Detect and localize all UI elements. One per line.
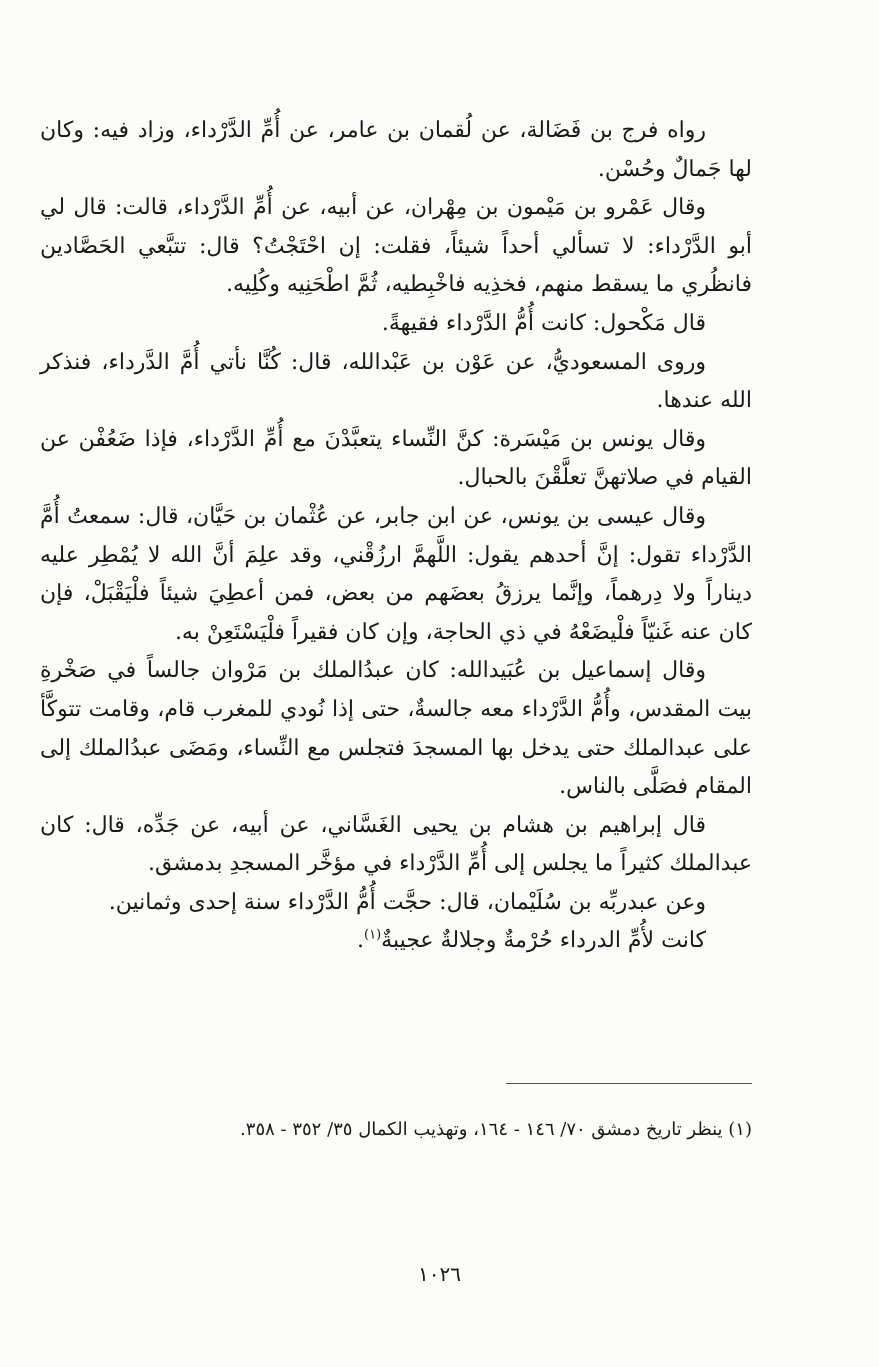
paragraph-8: قال إبراهيم بن هشام بن يحيى الغَسَّاني، عن أبيه، عن جَدِّه، قال: كان عبدالملك كثيراً ما يجلس إلى أُمِّ الدَّرْداء في مؤخَّر المسجدِ بدمشق. (40, 812, 752, 877)
footnote-separator (506, 1083, 752, 1084)
paragraph-4: وروى المسعوديُّ، عن عَوْن بن عَبْدالله، قال: كُنَّا نأتي أُمَّ الدَّرداء، فنذكر الله عندها. (40, 349, 752, 414)
closing-period: . (357, 928, 365, 954)
paragraph-6: وقال عيسى بن يونس، عن ابن جابر، عن عُثْمان بن حَيَّان، قال: سمعتُ أُمَّ الدَّرْداء تقول: إنَّ أحدهم يقول: اللَّهمَّ ارزُقْني، وقد علِمَ أنَّ الله لا يُمْطِر عليه ديناراً ولا دِرهماً، وإنَّما يرزقُ بعضَهم من بعض، فمن أعطِيَ شيئاً فلْيَقْبَلْ، فإن كان عنه غَنيّاً فلْيضَعْهُ في ذي الحاجة، وإن كان فقيراً فلْيَسْتَعِنْ به. (40, 503, 752, 645)
paragraph-7: وقال إسماعيل بن عُبَيدالله: كان عبدُالملك بن مَرْوان جالساً في صَخْرةِ بيت المقدس، وأُمُّ الدَّرْداء معه جالسةٌ، حتى إذا نُودي للمغرب قام، وقامت تتوكَّأ على عبدالملك حتى يدخل بها المسجدَ فتجلس مع النِّساء، ومَضَى عبدُالملك إلى المقام فصَلَّى بالناس. (40, 658, 752, 800)
closing-line: كانت لأُمِّ الدرداء حُرْمةٌ وجلالةٌ عجيبةٌ (381, 928, 706, 954)
closing-paragraph (40, 922, 752, 961)
paragraph-9: وعن عبدربِّه بن سُلَيْمان، قال: حجَّت أُمُّ الدَّرْداء سنة إحدى وثمانين. (108, 889, 706, 915)
footnote-reference: (١) (364, 928, 382, 944)
paragraph-2: وقال عَمْرو بن مَيْمون بن مِهْران، عن أبيه، عن أُمِّ الدَّرْداء، قالت: قال لي أبو الدَّرْداء: لا تسألي أحداً شيئاً، فقلت: إن احْتَجْتُ؟ قال: تتبَّعي الحَصَّادين فانظُري ما يسقط منهم، فخذِيه فاخْبِطيه، ثُمَّ اطْحَنِيه وكُلِيه. (40, 195, 752, 298)
paragraph-5: وقال يونس بن مَيْسَرة: كنَّ النِّساء يتعبَّدْنَ مع أُمِّ الدَّرْداء، فإذا ضَعُفْن عن القيام في صلاتهنَّ تعلَّقْنَ بالحبال. (40, 426, 752, 491)
paragraph-1: رواه فرج بن فَضَالة، عن لُقمان بن عامر، عن أُمِّ الدَّرْداء، وزاد فيه: وكان لها جَمالٌ وحُسْن. (40, 118, 752, 182)
footnote: (١) ينظر تاريخ دمشق ٧٠/ ١٤٦ - ١٦٤، وتهذيب الكمال ٣٥/ ٣٥٢ - ٣٥٨. (240, 1119, 752, 1140)
paragraph-3: قال مَكْحول: كانت أُمُّ الدَّرْداء فقيهةً. (381, 310, 706, 336)
main-text (40, 112, 752, 961)
page-number: ١٠٢٦ (418, 1262, 461, 1286)
